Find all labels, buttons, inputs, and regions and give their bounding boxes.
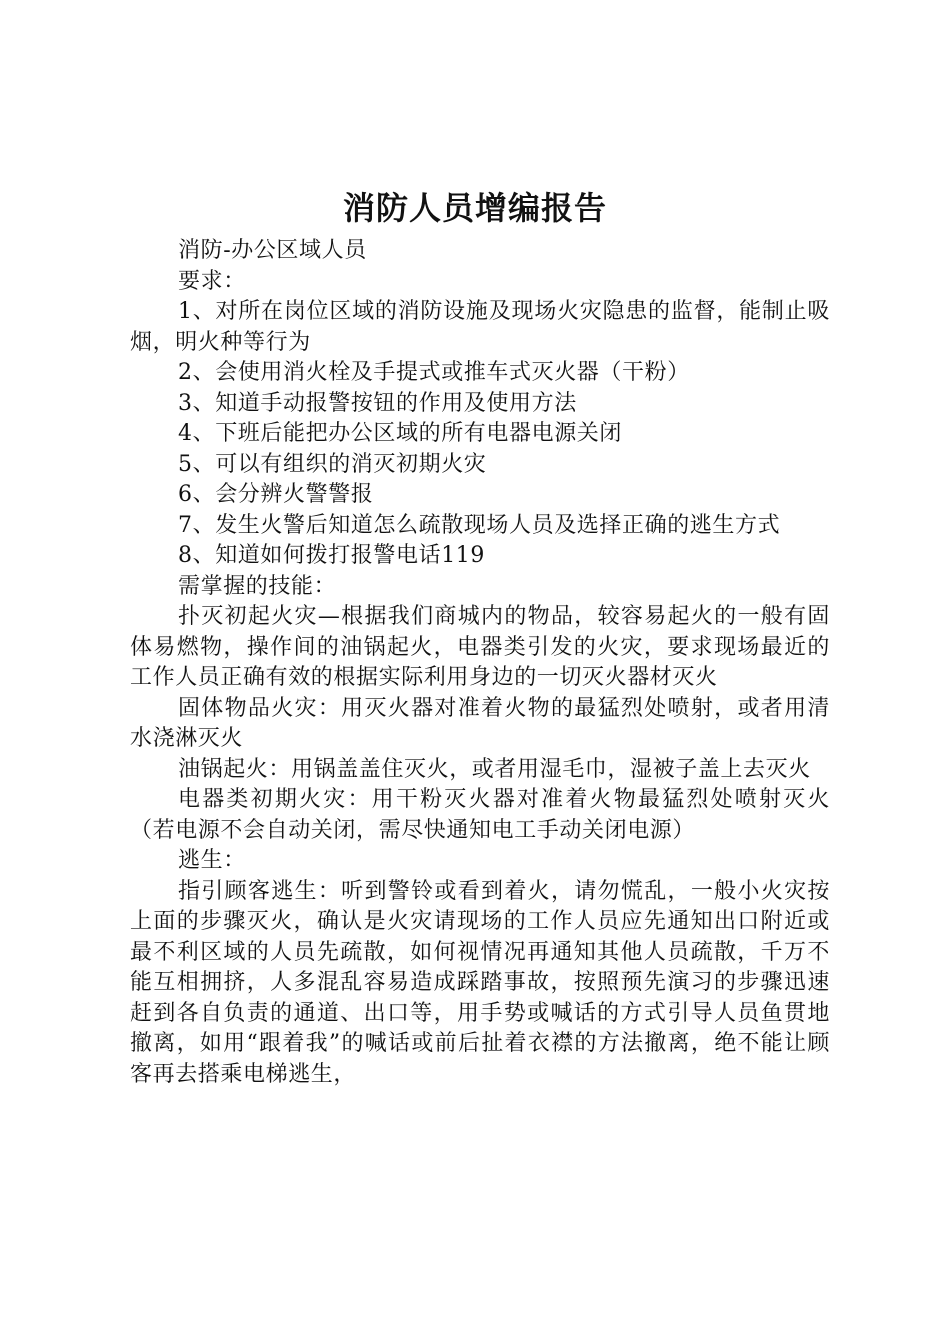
requirement-item: 7、发生火警后知道怎么疏散现场人员及选择正确的逃生方式	[178, 512, 781, 538]
document-title: 消防人员增编报告	[342, 189, 607, 227]
section-heading-requirements: 要求：	[178, 268, 246, 294]
section-subtitle: 消防-办公区域人员	[178, 238, 367, 263]
requirement-item: 6、会分辨火警警报	[178, 482, 374, 507]
body-paragraph: 指引顾客逃生：听到警铃或看到着火，请勿慌乱，一般小火灾按上面的步骤灭火，确认是火灾请现场的工作人员应先通知出口附近或最不利区域的人员先疏散，如何视情况再通知其他人员疏散，千万不能互相拥挤，人多混乱容易造成踩踏事故，按照预先演习的步骤迅速赶到各自负责的通道、出口等，用手势或喊话的方式引导人员鱼贯地撤离，如用“跟着我”的喊话或前后扯着衣襟的方法撤离，绝不能让顾客再去搭乘电梯逃生，	[130, 878, 830, 1087]
requirement-item: 8、知道如何拨打报警电话119	[178, 543, 485, 568]
requirement-item: 2、会使用消火栓及手提式或推车式灭火器（干粉）	[178, 360, 690, 385]
body-paragraph: 电器类初期火灾：用干粉灭火器对准着火物最猛烈处喷射灭火（若电源不会自动关闭，需尽快通知电工手动关闭电源）	[130, 787, 830, 843]
requirement-item: 5、可以有组织的消灭初期火灾	[178, 451, 487, 477]
body-paragraph: 油锅起火：用锅盖盖住灭火，或者用湿毛巾，湿被子盖上去灭火	[178, 756, 811, 782]
body-paragraph: 固体物品火灾：用灭火器对准着火物的最猛烈处喷射，或者用清水浇淋灭火	[130, 695, 830, 751]
section-heading-escape: 逃生：	[178, 848, 246, 873]
section-heading-skills: 需掌握的技能：	[178, 573, 337, 599]
body-paragraph: 扑灭初起火灾—根据我们商城内的物品，较容易起火的一般有固体易燃物，操作间的油锅起火，电器类引发的火灾，要求现场最近的工作人员正确有效的根据实际利用身边的一切灭火器材灭火	[130, 604, 830, 690]
requirement-item: 3、知道手动报警按钮的作用及使用方法	[178, 390, 577, 416]
document-body	[130, 236, 830, 1090]
requirement-item: 4、下班后能把办公区域的所有电器电源关闭	[178, 421, 622, 446]
requirement-item: 1、对所在岗位区域的消防设施及现场火灾隐患的监督，能制止吸烟，明火种等行为	[130, 299, 830, 355]
